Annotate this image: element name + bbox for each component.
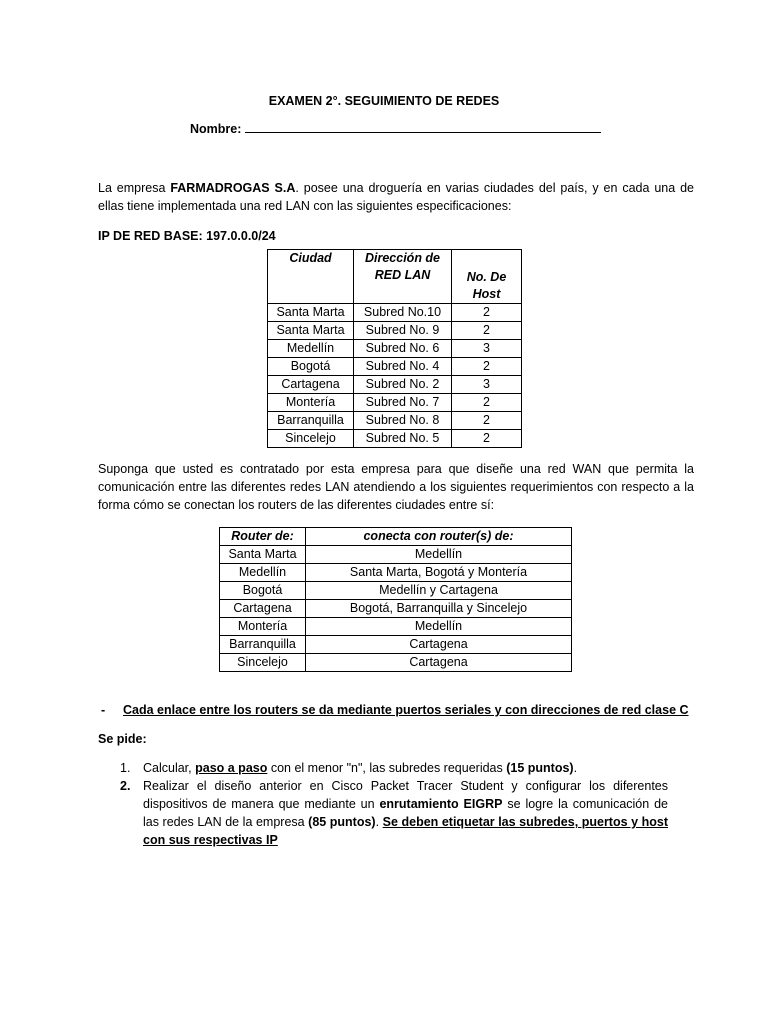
name-field bbox=[190, 120, 601, 138]
hosts-cell: 2 bbox=[452, 358, 522, 376]
table-row bbox=[268, 340, 522, 358]
subnet-cell: Subred No. 4 bbox=[354, 358, 452, 376]
table-row bbox=[268, 304, 522, 322]
connects-cell: Santa Marta, Bogotá y Montería bbox=[306, 564, 572, 582]
company-name: FARMADROGAS S.A bbox=[170, 181, 296, 195]
subnet-cell: Subred No. 5 bbox=[354, 430, 452, 448]
router-table bbox=[219, 527, 572, 672]
hosts-cell: 3 bbox=[452, 340, 522, 358]
bullet-dash: - bbox=[101, 703, 106, 717]
bullet-text: Cada enlace entre los routers se da mediante puertos seriales y con direcciones de red clase C bbox=[123, 703, 689, 717]
router-table-header bbox=[220, 528, 572, 546]
table-row bbox=[268, 358, 522, 376]
connects-cell: Medellín y Cartagena bbox=[306, 582, 572, 600]
intro-paragraph bbox=[98, 179, 694, 215]
city-cell: Barranquilla bbox=[268, 412, 354, 430]
lan-table-header bbox=[268, 250, 522, 304]
table-row bbox=[220, 582, 572, 600]
task-text: con el menor "n", las subredes requeridas bbox=[267, 761, 507, 775]
lan-table bbox=[267, 249, 522, 448]
task-points: (15 puntos) bbox=[506, 761, 574, 775]
city-cell: Santa Marta bbox=[268, 322, 354, 340]
subnet-cell: Subred No. 6 bbox=[354, 340, 452, 358]
city-cell: Cartagena bbox=[268, 376, 354, 394]
city-cell: Sincelejo bbox=[268, 430, 354, 448]
table-row bbox=[268, 394, 522, 412]
table-row bbox=[220, 600, 572, 618]
task-emphasis: Se deben etiquetar las subredes, puertos y host con sus respectivas IP bbox=[143, 815, 669, 847]
header-ciudad: Ciudad bbox=[268, 250, 354, 304]
hosts-cell: 2 bbox=[452, 304, 522, 322]
subnet-cell: Subred No. 9 bbox=[354, 322, 452, 340]
exam-title: EXAMEN 2°. SEGUIMIENTO DE REDES bbox=[268, 94, 500, 108]
table-row bbox=[268, 376, 522, 394]
hosts-cell: 2 bbox=[452, 412, 522, 430]
header-direccion: Dirección de RED LAN bbox=[354, 250, 452, 304]
task-list bbox=[98, 759, 668, 849]
header-router-de: Router de: bbox=[220, 528, 306, 546]
connects-cell: Cartagena bbox=[306, 654, 572, 672]
subnet-cell: Subred No. 8 bbox=[354, 412, 452, 430]
hosts-cell: 2 bbox=[452, 322, 522, 340]
table-row bbox=[220, 654, 572, 672]
list-item bbox=[98, 777, 668, 849]
table-row bbox=[220, 546, 572, 564]
task-points: (85 puntos) bbox=[308, 815, 376, 829]
table-row bbox=[220, 618, 572, 636]
table-row bbox=[220, 636, 572, 654]
subnet-cell: Subred No. 2 bbox=[354, 376, 452, 394]
wan-paragraph: Suponga que usted es contratado por esta empresa para que diseñe una red WAN que permita la comunicación entre las diferentes redes LAN atendiendo a los siguientes requerimientos con respecto a la forma cómo se conectan los routers de las diferentes ciudades entre sí: bbox=[98, 462, 694, 512]
list-item bbox=[98, 759, 668, 777]
se-pide-heading: Se pide: bbox=[98, 732, 147, 746]
name-label: Nombre: bbox=[190, 122, 242, 136]
serial-links-note bbox=[101, 701, 689, 719]
task-text: Realizar el diseño anterior en Cisco Packet Tracer Student y configurar los diferentes dispositivos de manera que mediante un bbox=[143, 779, 668, 811]
header-conecta-con: conecta con router(s) de: bbox=[306, 528, 572, 546]
intro-text-continued: . posee una droguería en varias ciudades del país, y en cada una de ellas tiene implementada una red LAN con las siguientes especificaciones: bbox=[98, 181, 694, 213]
task-text: . bbox=[375, 815, 383, 829]
hosts-cell: 2 bbox=[452, 430, 522, 448]
connects-cell: Cartagena bbox=[306, 636, 572, 654]
router-cell: Bogotá bbox=[220, 582, 306, 600]
table-row bbox=[268, 412, 522, 430]
router-cell: Sincelejo bbox=[220, 654, 306, 672]
table-row bbox=[268, 430, 522, 448]
router-cell: Santa Marta bbox=[220, 546, 306, 564]
intro-text: La empresa bbox=[98, 181, 171, 195]
city-cell: Santa Marta bbox=[268, 304, 354, 322]
task-number: 1. bbox=[120, 761, 131, 775]
task-text: Calcular, bbox=[143, 761, 196, 775]
header-hosts: No. De Host bbox=[452, 250, 522, 304]
task-text: . bbox=[573, 761, 578, 775]
connects-cell: Medellín bbox=[306, 618, 572, 636]
task-emphasis: paso a paso bbox=[195, 761, 268, 775]
router-cell: Cartagena bbox=[220, 600, 306, 618]
hosts-cell: 3 bbox=[452, 376, 522, 394]
connects-cell: Medellín bbox=[306, 546, 572, 564]
router-cell: Barranquilla bbox=[220, 636, 306, 654]
task-text: se logre la comunicación de las redes LAN de la empresa bbox=[143, 797, 668, 829]
connects-cell: Bogotá, Barranquilla y Sincelejo bbox=[306, 600, 572, 618]
router-cell: Montería bbox=[220, 618, 306, 636]
table-row bbox=[268, 322, 522, 340]
name-blank-line bbox=[245, 120, 601, 133]
hosts-cell: 2 bbox=[452, 394, 522, 412]
router-cell: Medellín bbox=[220, 564, 306, 582]
task-emphasis: enrutamiento EIGRP bbox=[379, 797, 503, 811]
ip-base: IP DE RED BASE: 197.0.0.0/24 bbox=[98, 229, 276, 243]
subnet-cell: Subred No. 7 bbox=[354, 394, 452, 412]
task-number: 2. bbox=[120, 779, 131, 793]
city-cell: Medellín bbox=[268, 340, 354, 358]
city-cell: Bogotá bbox=[268, 358, 354, 376]
table-row bbox=[220, 564, 572, 582]
city-cell: Montería bbox=[268, 394, 354, 412]
subnet-cell: Subred No.10 bbox=[354, 304, 452, 322]
